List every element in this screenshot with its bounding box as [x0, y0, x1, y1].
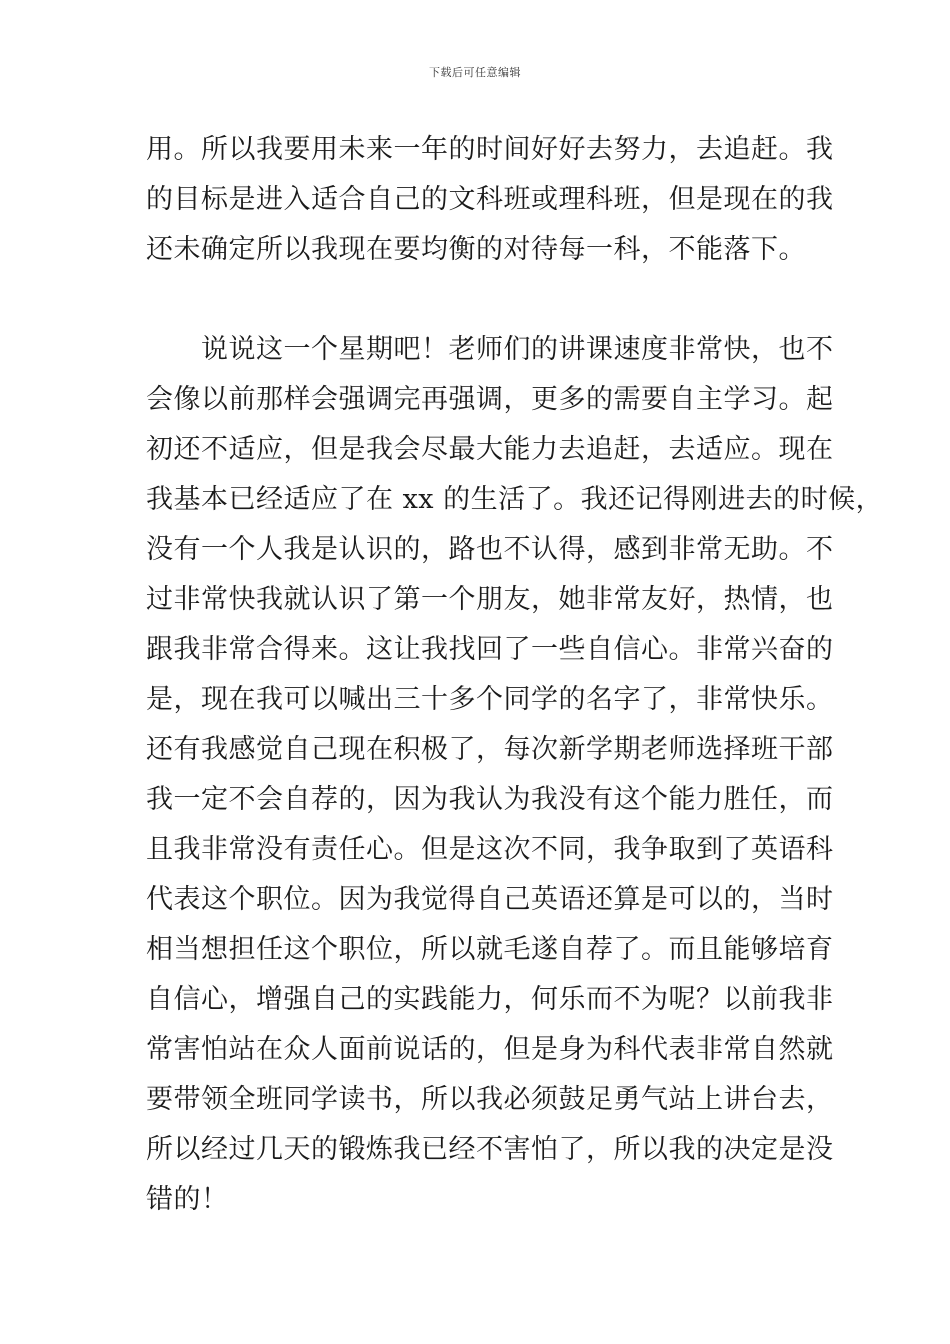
document-body [146, 125, 884, 1225]
text-line: 是，现在我可以喊出三十多个同学的名字了，非常快乐。 [146, 684, 834, 715]
text-line: 我一定不会自荐的，因为我认为我没有这个能力胜任，而 [146, 784, 834, 815]
text-line: 错的！ [146, 1184, 229, 1215]
text-line: 要带领全班同学读书，所以我必须鼓足勇气站上讲台去， [146, 1084, 834, 1115]
text-line: 还未确定所以我现在要均衡的对待每一科，不能落下。 [146, 234, 806, 265]
page-header-note: 下载后可任意编辑 [429, 66, 521, 79]
text-line: 没有一个人我是认识的，路也不认得，感到非常无助。不 [146, 534, 834, 565]
text-line: 会像以前那样会强调完再强调，更多的需要自主学习。起 [146, 384, 834, 415]
text-line: 的目标是进入适合自己的文科班或理科班，但是现在的我 [146, 184, 834, 215]
text-line: 所以经过几天的锻炼我已经不害怕了，所以我的决定是没 [146, 1134, 834, 1165]
text-line: 初还不适应，但是我会尽最大能力去追赶，去适应。现在 [146, 434, 834, 465]
text-line: 我基本已经适应了在 xx 的生活了。我还记得刚进去的时候， [146, 484, 884, 515]
text-line: 且我非常没有责任心。但是这次不同，我争取到了英语科 [146, 834, 834, 865]
text-line: 跟我非常合得来。这让我找回了一些自信心。非常兴奋的 [146, 634, 834, 665]
text-line: 自信心，增强自己的实践能力，何乐而不为呢？以前我非 [146, 984, 834, 1015]
paragraph-1 [146, 125, 834, 275]
paragraph-gap [146, 275, 826, 325]
text-line: 还有我感觉自己现在积极了，每次新学期老师选择班干部 [146, 734, 834, 765]
text-line: 常害怕站在众人面前说话的，但是身为科代表非常自然就 [146, 1034, 834, 1065]
text-line: 过非常快我就认识了第一个朋友，她非常友好，热情，也 [146, 584, 834, 615]
text-line: 说说这一个星期吧！老师们的讲课速度非常快，也不 [146, 334, 834, 365]
text-line: 用。所以我要用未来一年的时间好好去努力，去追赶。我 [146, 134, 834, 165]
text-line: 相当想担任这个职位，所以就毛遂自荐了。而且能够培育 [146, 934, 834, 965]
paragraph-2 [146, 325, 884, 1225]
text-line: 代表这个职位。因为我觉得自己英语还算是可以的，当时 [146, 884, 834, 915]
